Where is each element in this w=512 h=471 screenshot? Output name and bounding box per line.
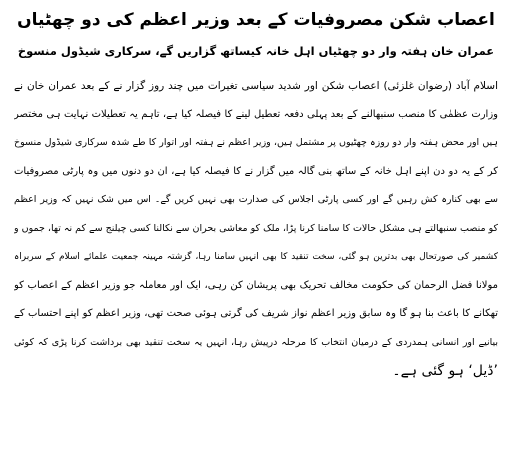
body-line: اسلام آباد (رضوان غلزئی) اعصاب شکن اور شدید سیاسی تغیرات میں چند روز گزار نے کے بعد عمران خان نے [14,80,498,92]
body-line: وزارت عظمٰی کا منصب سنبھالنے کے بعد پہلی دفعہ تعطیل لینے کا فیصلہ کیا ہے، تاہم یہ تعطیلات نہایت ہی مختصر [14,108,498,120]
body-line: تھکانے کا باعث بنا ہو گا وہ سابق وزیر اعظم نواز شریف کی گرتی ہوئی صحت تھی، وزیر اعظم کو اپنے احتساب کے [14,308,498,319]
headline: اعصاب شکن مصروفیات کے بعد وزیر اعظم کی دو چھٹیاں [17,10,495,30]
body-line: ’ڈیل‘ ہو گئی ہے۔ [392,363,498,379]
body-line: کشمیر کی صورتحال بھی بدترین ہو گئی، سخت تنقید کا بھی انہیں سامنا رہا، گزشتہ مہینہ جمعیت علمائے اسلام کے سربراہ [14,252,498,262]
body-line: سے بھی کنارہ کش رہیں گے اور کسی پارٹی اجلاس کی صدارت بھی نہیں کریں گے۔ اس میں شک نہیں کہ وزیر اعظم [14,194,498,205]
body-line: ہیں اور محض ہفتہ وار دو روزہ چھٹیوں پر مشتمل ہیں، وزیر اعظم نے ہفتہ اور اتوار کا طے شدہ سرکاری شیڈول منسوخ [14,137,498,148]
body-line: مولانا فضل الرحمان کی حکومت مخالف تحریک بھی پریشان کن رہی، ایک اور معاملہ جو وزیر اعظم کے اعصاب کو [14,279,498,291]
body-line: کر کے یہ دو دن اپنے اہل خانہ کے ساتھ بنی گالہ میں گزار نے کا فیصلہ کیا ہے، ان دو دنوں میں وہ پارٹی مصروفیات [14,165,498,177]
article-body [14,72,498,386]
subheadline-line: عمران خان ہفتہ وار دو چھٹیاں اہل خانہ کیساتھ گزاریں گے، سرکاری شیڈول منسوخ [17,44,495,58]
body-line: کو منصب سنبھالتے ہی مشکل حالات کا سامنا کرنا پڑا، ملک کو معاشی بحران سے نکالنا کسی چیلنج سے کم نہ تھا، جموں و [14,222,498,234]
body-line: بیانیے اور انسانی ہمدردی کے درمیان انتخاب کا مرحلہ درپیش رہا، انہیں یہ سخت تنقید بھی برداشت کرنا پڑی کہ کوئی [14,336,498,348]
subheadline [14,40,498,62]
